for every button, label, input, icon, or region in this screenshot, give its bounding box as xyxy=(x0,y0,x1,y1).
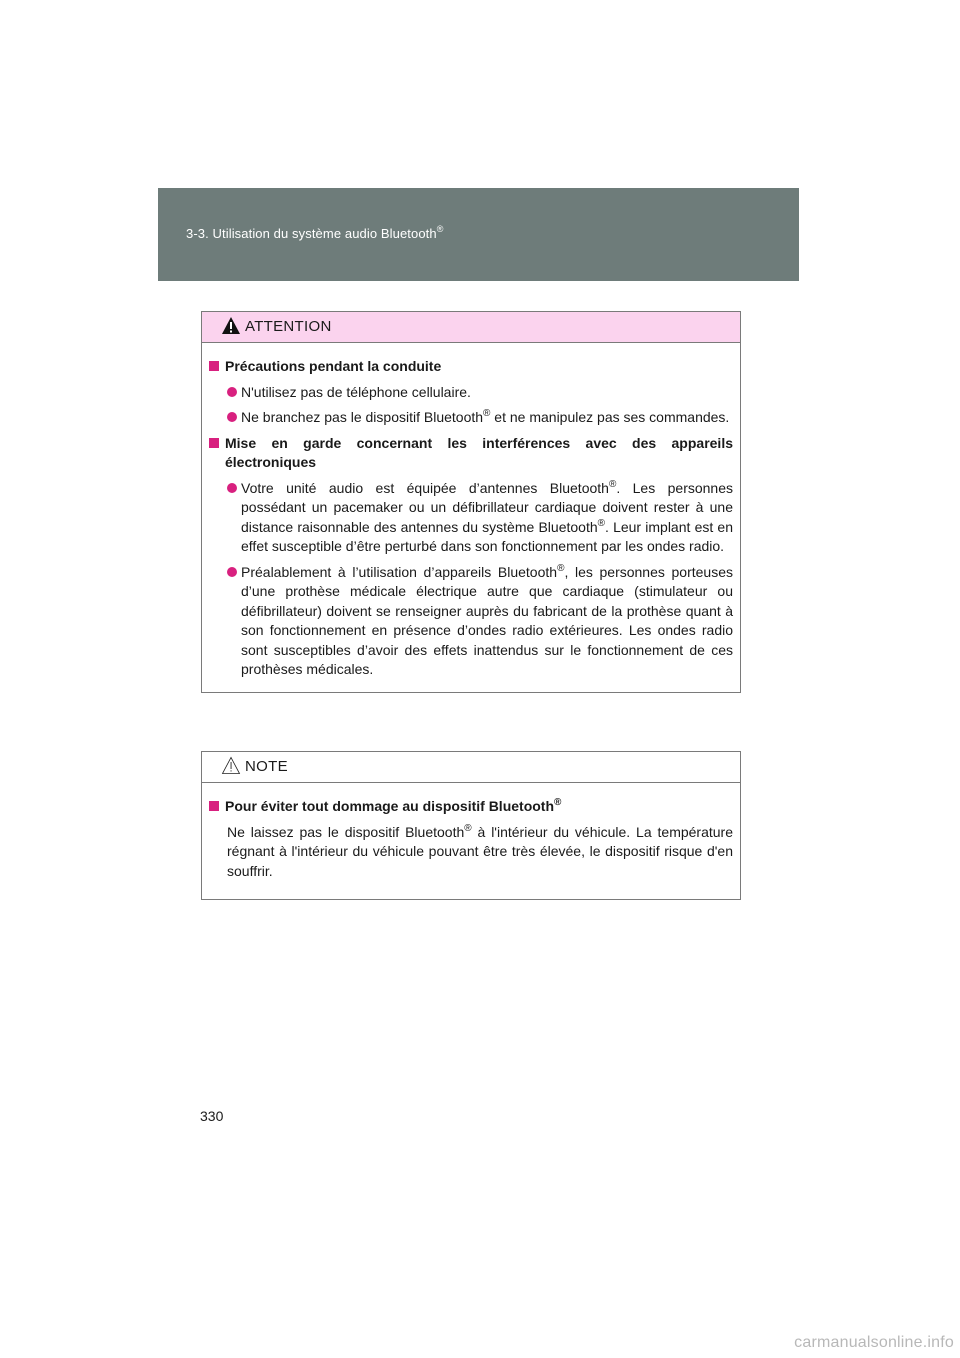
note-section-title: Pour éviter tout dommage au dispositif Bluetooth® xyxy=(209,797,733,817)
round-bullet-icon xyxy=(227,567,237,577)
note-box xyxy=(201,751,741,900)
chapter-header-band xyxy=(158,188,799,281)
round-bullet-icon xyxy=(227,412,237,422)
list-item: Votre unité audio est équipée d’antennes Bluetooth®. Les personnes possédant un pacemaker ou un défibrillateur cardiaque doivent rester à une distance raisonnable des antennes du système Bluetooth®. Leur implant est en effet susceptible d’être perturbé dans son fonctionnement par les ondes radio. xyxy=(209,479,733,557)
caution-triangle-icon xyxy=(221,756,241,775)
attention-header xyxy=(202,312,740,343)
square-bullet-icon xyxy=(209,801,219,811)
warning-triangle-icon xyxy=(221,316,241,335)
round-bullet-icon xyxy=(227,387,237,397)
list-item: Préalablement à l’utilisation d’appareils Bluetooth®, les personnes porteuses d’une prothèse médicale électrique autre que cardiaque (stimulateur ou défibrillateur) doivent se renseigner auprès du fabricant de la prothèse quant à son fonctionnement en présence d’ondes radio extérieures. Les ondes radio sont susceptibles d’avoir des effets inattendus sur le fonctionnement de ces prothèses médicales. xyxy=(209,563,733,680)
attention-label: ATTENTION xyxy=(245,318,332,335)
square-bullet-icon xyxy=(209,438,219,448)
note-paragraph: Ne laissez pas le dispositif Bluetooth® à l'intérieur du véhicule. La température régnant à l'intérieur du véhicule pouvant être très élevée, le dispositif risque d'en souffrir. xyxy=(227,822,734,879)
attention-content xyxy=(202,343,740,692)
list-item: N'utilisez pas de téléphone cellulaire. xyxy=(209,383,733,403)
round-bullet-icon xyxy=(227,483,237,493)
note-content xyxy=(202,783,740,899)
square-bullet-icon xyxy=(209,361,219,371)
note-label: NOTE xyxy=(245,758,288,775)
chapter-title: 3-3. Utilisation du système audio Bluetooth® xyxy=(186,224,444,241)
section-title-driving: Précautions pendant la conduite xyxy=(209,357,733,377)
list-item: Ne branchez pas le dispositif Bluetooth® et ne manipulez pas ses commandes. xyxy=(209,408,733,428)
section-title-interference: Mise en garde concernant les interférences avec des appareils électroniques xyxy=(209,434,733,473)
watermark: carmanualsonline.info xyxy=(794,1334,954,1351)
attention-box xyxy=(201,311,741,693)
page-number: 330 xyxy=(200,1108,224,1124)
note-header xyxy=(202,752,740,783)
